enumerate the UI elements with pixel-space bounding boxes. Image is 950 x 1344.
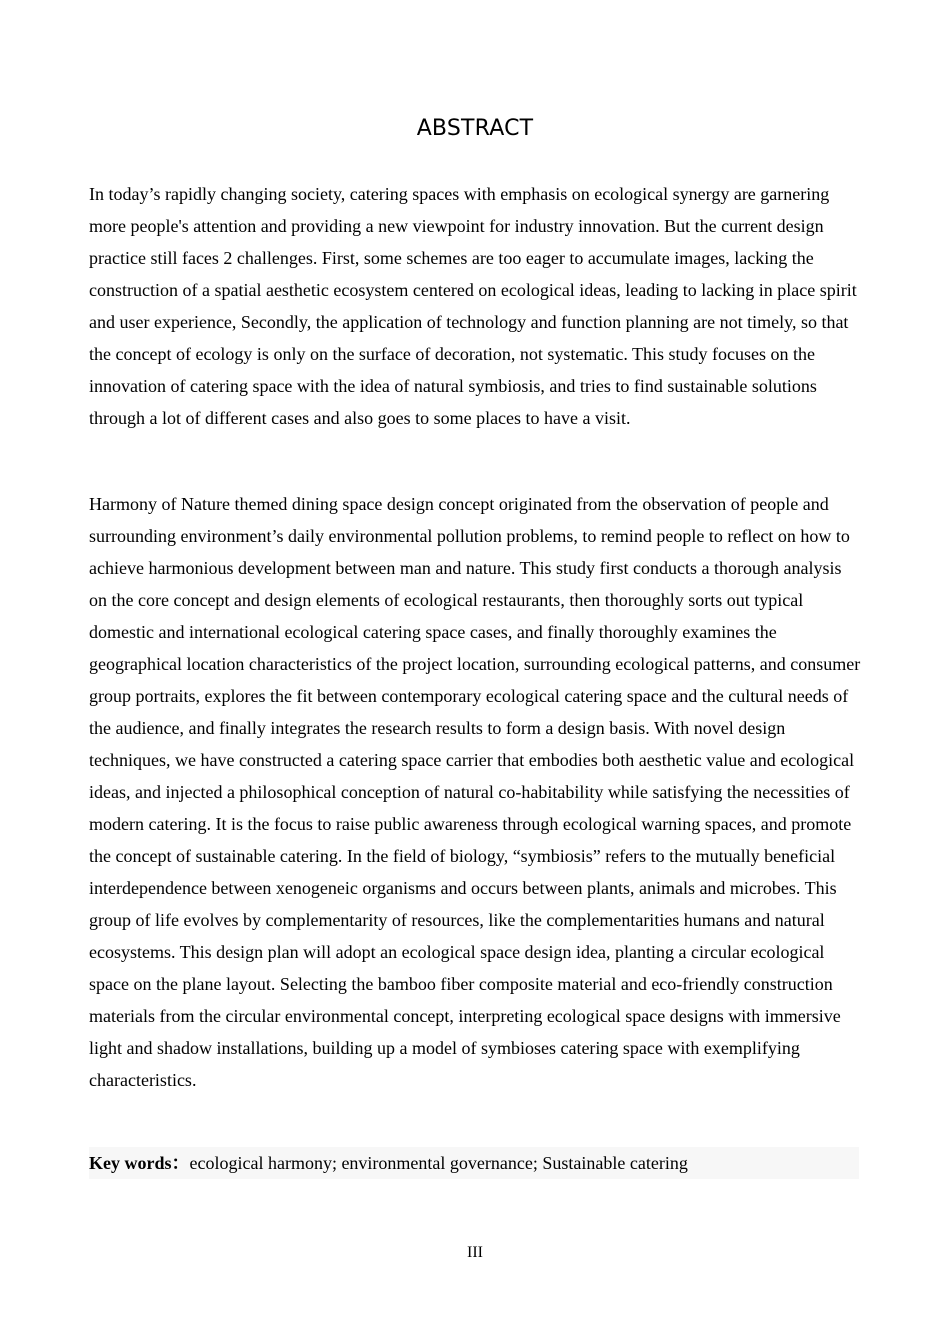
- page-number: III: [467, 1244, 483, 1261]
- keywords-line: [89, 1147, 859, 1179]
- keywords-value: ecological harmony; environmental governance; Sustainable catering: [189, 1153, 688, 1173]
- abstract-paragraph-1: In today’s rapidly changing society, catering spaces with emphasis on ecological synergy are garnering more people's attention and providing a new viewpoint for industry innovation. But the current design practice still faces 2 challenges. First, some schemes are too eager to accumulate images, lacking the construction of a spatial aesthetic ecosystem centered on ecological ideas, leading to lacking in place spirit and user experience, Secondly, the application of technology and function planning are not timely, so that the concept of ecology is only on the surface of decoration, not systematic. This study focuses on the innovation of catering space with the idea of natural symbiosis, and tries to find sustainable solutions through a lot of different cases and also goes to some places to have a visit.: [89, 184, 857, 428]
- abstract-heading: ABSTRACT: [416, 116, 534, 141]
- abstract-paragraph-2: Harmony of Nature themed dining space design concept originated from the observation of people and surrounding environment’s daily environmental pollution problems, to remind people to reflect on how to achieve harmonious development between man and nature. This study first conducts a thorough analysis on the core concept and design elements of ecological restaurants, then thoroughly sorts out typical domestic and international ecological catering space cases, and finally thoroughly examines the geographical location characteristics of the project location, surrounding ecological patterns, and consumer group portraits, explores the fit between contemporary ecological catering space and the cultural needs of the audience, and finally integrates the research results to form a design basis. With novel design techniques, we have constructed a catering space carrier that embodies both aesthetic value and ecological ideas, and injected a philosophical conception of natural co-habitability while satisfying the necessities of modern catering. It is the focus to raise public awareness through ecological warning spaces, and promote the concept of sustainable catering. In the field of biology, “symbiosis” refers to the mutually beneficial interdependence between xenogeneic organisms and occurs between plants, animals and microbes. This group of life evolves by complementarity of resources, like the complementarities humans and natural ecosystems. This design plan will adopt an ecological space design idea, planting a circular ecological space on the plane layout. Selecting the bamboo fiber composite material and eco-friendly construction materials from the circular environmental concept, interpreting ecological space designs with immersive light and shadow installations, building up a model of symbioses catering space with exemplifying characteristics.: [89, 494, 861, 1090]
- keywords-label: Key words：: [89, 1153, 190, 1173]
